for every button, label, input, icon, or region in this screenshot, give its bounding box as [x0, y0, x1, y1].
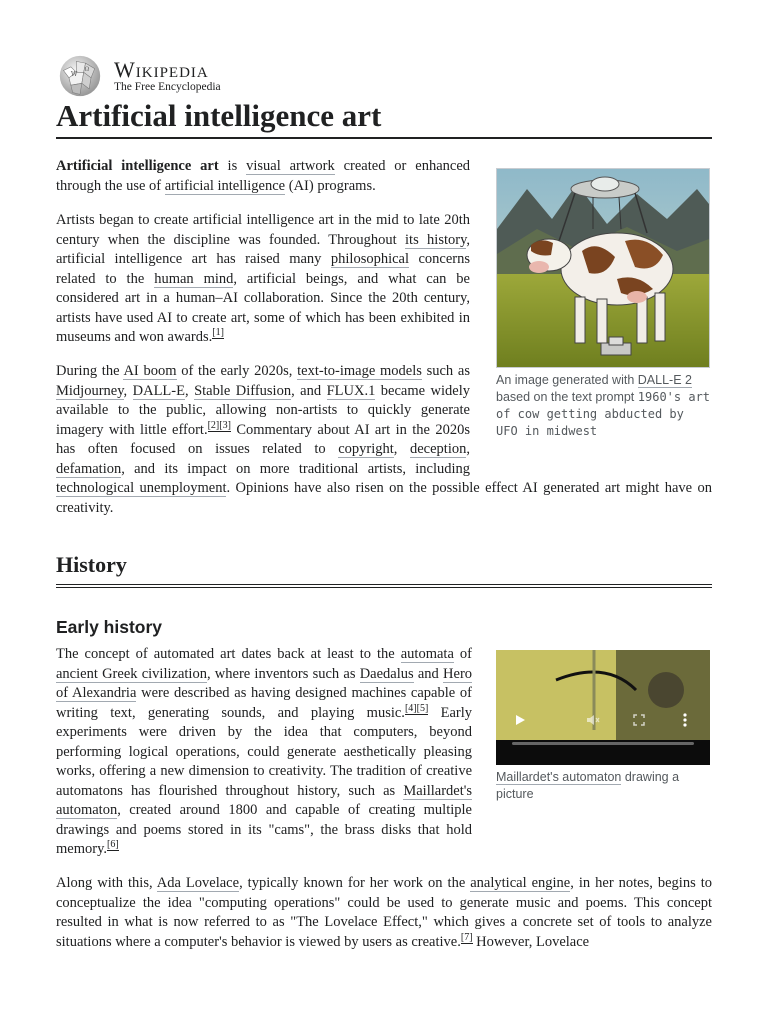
- text: such as: [421, 363, 470, 379]
- text: The concept of automated art dates back at least to the: [56, 646, 401, 662]
- citation-4[interactable]: [4]: [404, 702, 417, 714]
- wordmark-title: Wikipedia: [114, 57, 209, 82]
- figure-image-cow-ufo[interactable]: [496, 168, 710, 368]
- video-player[interactable]: [496, 650, 710, 765]
- citation-3[interactable]: [3]: [219, 419, 231, 431]
- link-ada-lovelace[interactable]: Ada Lovelace: [156, 875, 240, 891]
- text: drawing a picture: [496, 770, 680, 801]
- play-icon[interactable]: [514, 714, 526, 726]
- text: , artificial beings, and what can be considered art in a human–AI collaboration. Since the 20th century, artists have used AI to create art, some of which has been exhibited in museums and won awards.: [56, 270, 470, 345]
- citation-7[interactable]: [7]: [460, 931, 473, 943]
- figure-dalle-cow: [496, 168, 710, 440]
- text: is: [218, 158, 247, 174]
- figure2-caption: [496, 769, 710, 803]
- link-maillardets-automaton-caption[interactable]: Maillardet's automaton: [496, 770, 622, 784]
- link-flux-1[interactable]: FLUX.1: [326, 382, 376, 399]
- article-subject: Artificial intelligence art: [56, 158, 219, 174]
- link-midjourney[interactable]: Midjourney: [56, 382, 124, 399]
- link-analytical-engine[interactable]: analytical engine: [470, 875, 571, 891]
- text: Artists began to create artificial intelligence art in the mid to late 20th century when the discipline was founded. Throughout: [56, 212, 470, 248]
- link-maillardets-automaton[interactable]: Maillardet's automaton: [56, 782, 472, 818]
- link-dall-e[interactable]: DALL-E: [132, 382, 185, 399]
- citation-6[interactable]: [6]: [107, 839, 119, 851]
- text: , and: [291, 382, 327, 399]
- text: , typically known for her work on the: [239, 875, 471, 891]
- text: became widely available to the public, allowing non-artists to quickly generate imagery with little effort.: [56, 382, 471, 438]
- page-title: Artificial intelligence art: [56, 97, 712, 139]
- link-stable-diffusion[interactable]: Stable Diffusion: [194, 382, 292, 399]
- wordmark: [114, 58, 221, 94]
- citation[interactable]: [212, 327, 224, 339]
- link-technological-unemployment[interactable]: technological unemployment: [56, 480, 227, 496]
- wordmark-subtitle: The Free Encyclopedia: [114, 81, 221, 93]
- text: were described as having designed machines capable of writing text, generating sounds, and playing music.: [56, 685, 472, 721]
- link-ai-boom[interactable]: AI boom: [123, 363, 177, 379]
- text: concerns related to the: [56, 251, 471, 287]
- text: (AI) programs.: [285, 177, 376, 194]
- text: . Opinions have also risen on the possible effect AI generated art might have on creativity.: [56, 480, 712, 516]
- link-text-to-image-models[interactable]: text-to-image models: [297, 363, 422, 379]
- wikipedia-logo[interactable]: [56, 54, 221, 98]
- text: ,: [123, 382, 133, 399]
- text: and: [413, 665, 444, 682]
- citation-5[interactable]: [5]: [416, 702, 429, 714]
- video-progress-bar[interactable]: [512, 742, 694, 745]
- history-paragraph-1: [56, 645, 472, 860]
- text: ,: [466, 441, 470, 457]
- figure-maillardet-video: [496, 650, 710, 803]
- subsection-heading-early-history: Early history: [56, 617, 163, 637]
- link-visual-artwork[interactable]: visual artwork: [246, 158, 335, 174]
- text: ,: [184, 382, 195, 399]
- text: , in her notes, begins to conceptualize the idea "computing operations" could be used to generate music and poems. This concept resulted in what is now referred to as "The Lovelace Effect," which gives a concrete set of tools to analyze situations where a computer's behavior is viewed by users as creative.: [56, 875, 712, 950]
- more-vertical-icon[interactable]: [682, 713, 688, 727]
- link-defamation[interactable]: defamation: [56, 460, 122, 477]
- link-human-mind[interactable]: human mind: [154, 270, 234, 287]
- volume-mute-icon[interactable]: [586, 714, 600, 726]
- text: of: [453, 646, 472, 662]
- fullscreen-icon[interactable]: [633, 714, 645, 726]
- link-ancient-greek-civilization[interactable]: ancient Greek civilization: [56, 665, 207, 682]
- text: An image generated with: [496, 373, 638, 387]
- intro-paragraph-2: [56, 211, 470, 348]
- link-artificial-intelligence[interactable]: artificial intelligence: [164, 177, 286, 194]
- figure1-caption: [496, 372, 710, 440]
- text: created or enhanced through the use of: [56, 158, 470, 194]
- text: Along with this,: [56, 875, 157, 891]
- link-automata[interactable]: automata: [400, 646, 454, 662]
- text: , and its impact on more traditional artists, including: [121, 460, 470, 477]
- text: , where inventors such as: [206, 665, 360, 682]
- citation[interactable]: [107, 839, 119, 851]
- svg-text:W: W: [70, 70, 78, 78]
- link-dall-e-2[interactable]: DALL-E 2: [637, 373, 692, 387]
- link-its-history[interactable]: its history: [405, 231, 467, 248]
- text: , created around 1800 and capable of creating multiple drawings and poems stored in its "cams", the brass disks that hold memory.: [56, 802, 472, 857]
- wikipedia-globe-icon: [56, 54, 104, 98]
- video-frame: [496, 650, 710, 765]
- text: based on the text prompt: [496, 390, 638, 404]
- citation[interactable]: [208, 420, 231, 432]
- section-heading-history: History: [56, 551, 712, 588]
- intro-paragraph-1: [56, 157, 470, 196]
- citation[interactable]: [405, 703, 428, 715]
- citation-2[interactable]: [2]: [207, 419, 220, 431]
- text: ,: [393, 441, 410, 457]
- text: However, Lovelace: [472, 933, 590, 950]
- text: of the early 2020s,: [176, 363, 298, 379]
- link-copyright[interactable]: copyright: [338, 441, 394, 457]
- text: , artificial intelligence art has raised many: [56, 231, 470, 267]
- caption-prompt-code: 1960's art of cow getting abducted by UFO in midwest: [496, 390, 711, 438]
- citation-1[interactable]: [1]: [212, 327, 224, 339]
- link-deception[interactable]: deception: [410, 441, 467, 457]
- svg-text:Ω: Ω: [84, 66, 90, 73]
- cow-ufo-image: [497, 169, 709, 367]
- link-hero-of-alexandria[interactable]: Hero of Alexandria: [56, 665, 473, 701]
- text: Early experiments were driven by the idea that computers, beyond performing logical operations, could generate aesthetically pleasing works, offering a new dimension to creativity. The tradition of creative automatons has flourished throughout history, such as: [56, 704, 472, 799]
- text: Commentary about AI art in the 2020s has often focused on issues related to: [56, 421, 470, 457]
- link-philosophical[interactable]: philosophical: [330, 251, 410, 267]
- text: During the: [56, 363, 124, 379]
- link-daedalus[interactable]: Daedalus: [359, 665, 414, 682]
- citation[interactable]: [461, 932, 473, 944]
- history-paragraph-2: [56, 874, 712, 952]
